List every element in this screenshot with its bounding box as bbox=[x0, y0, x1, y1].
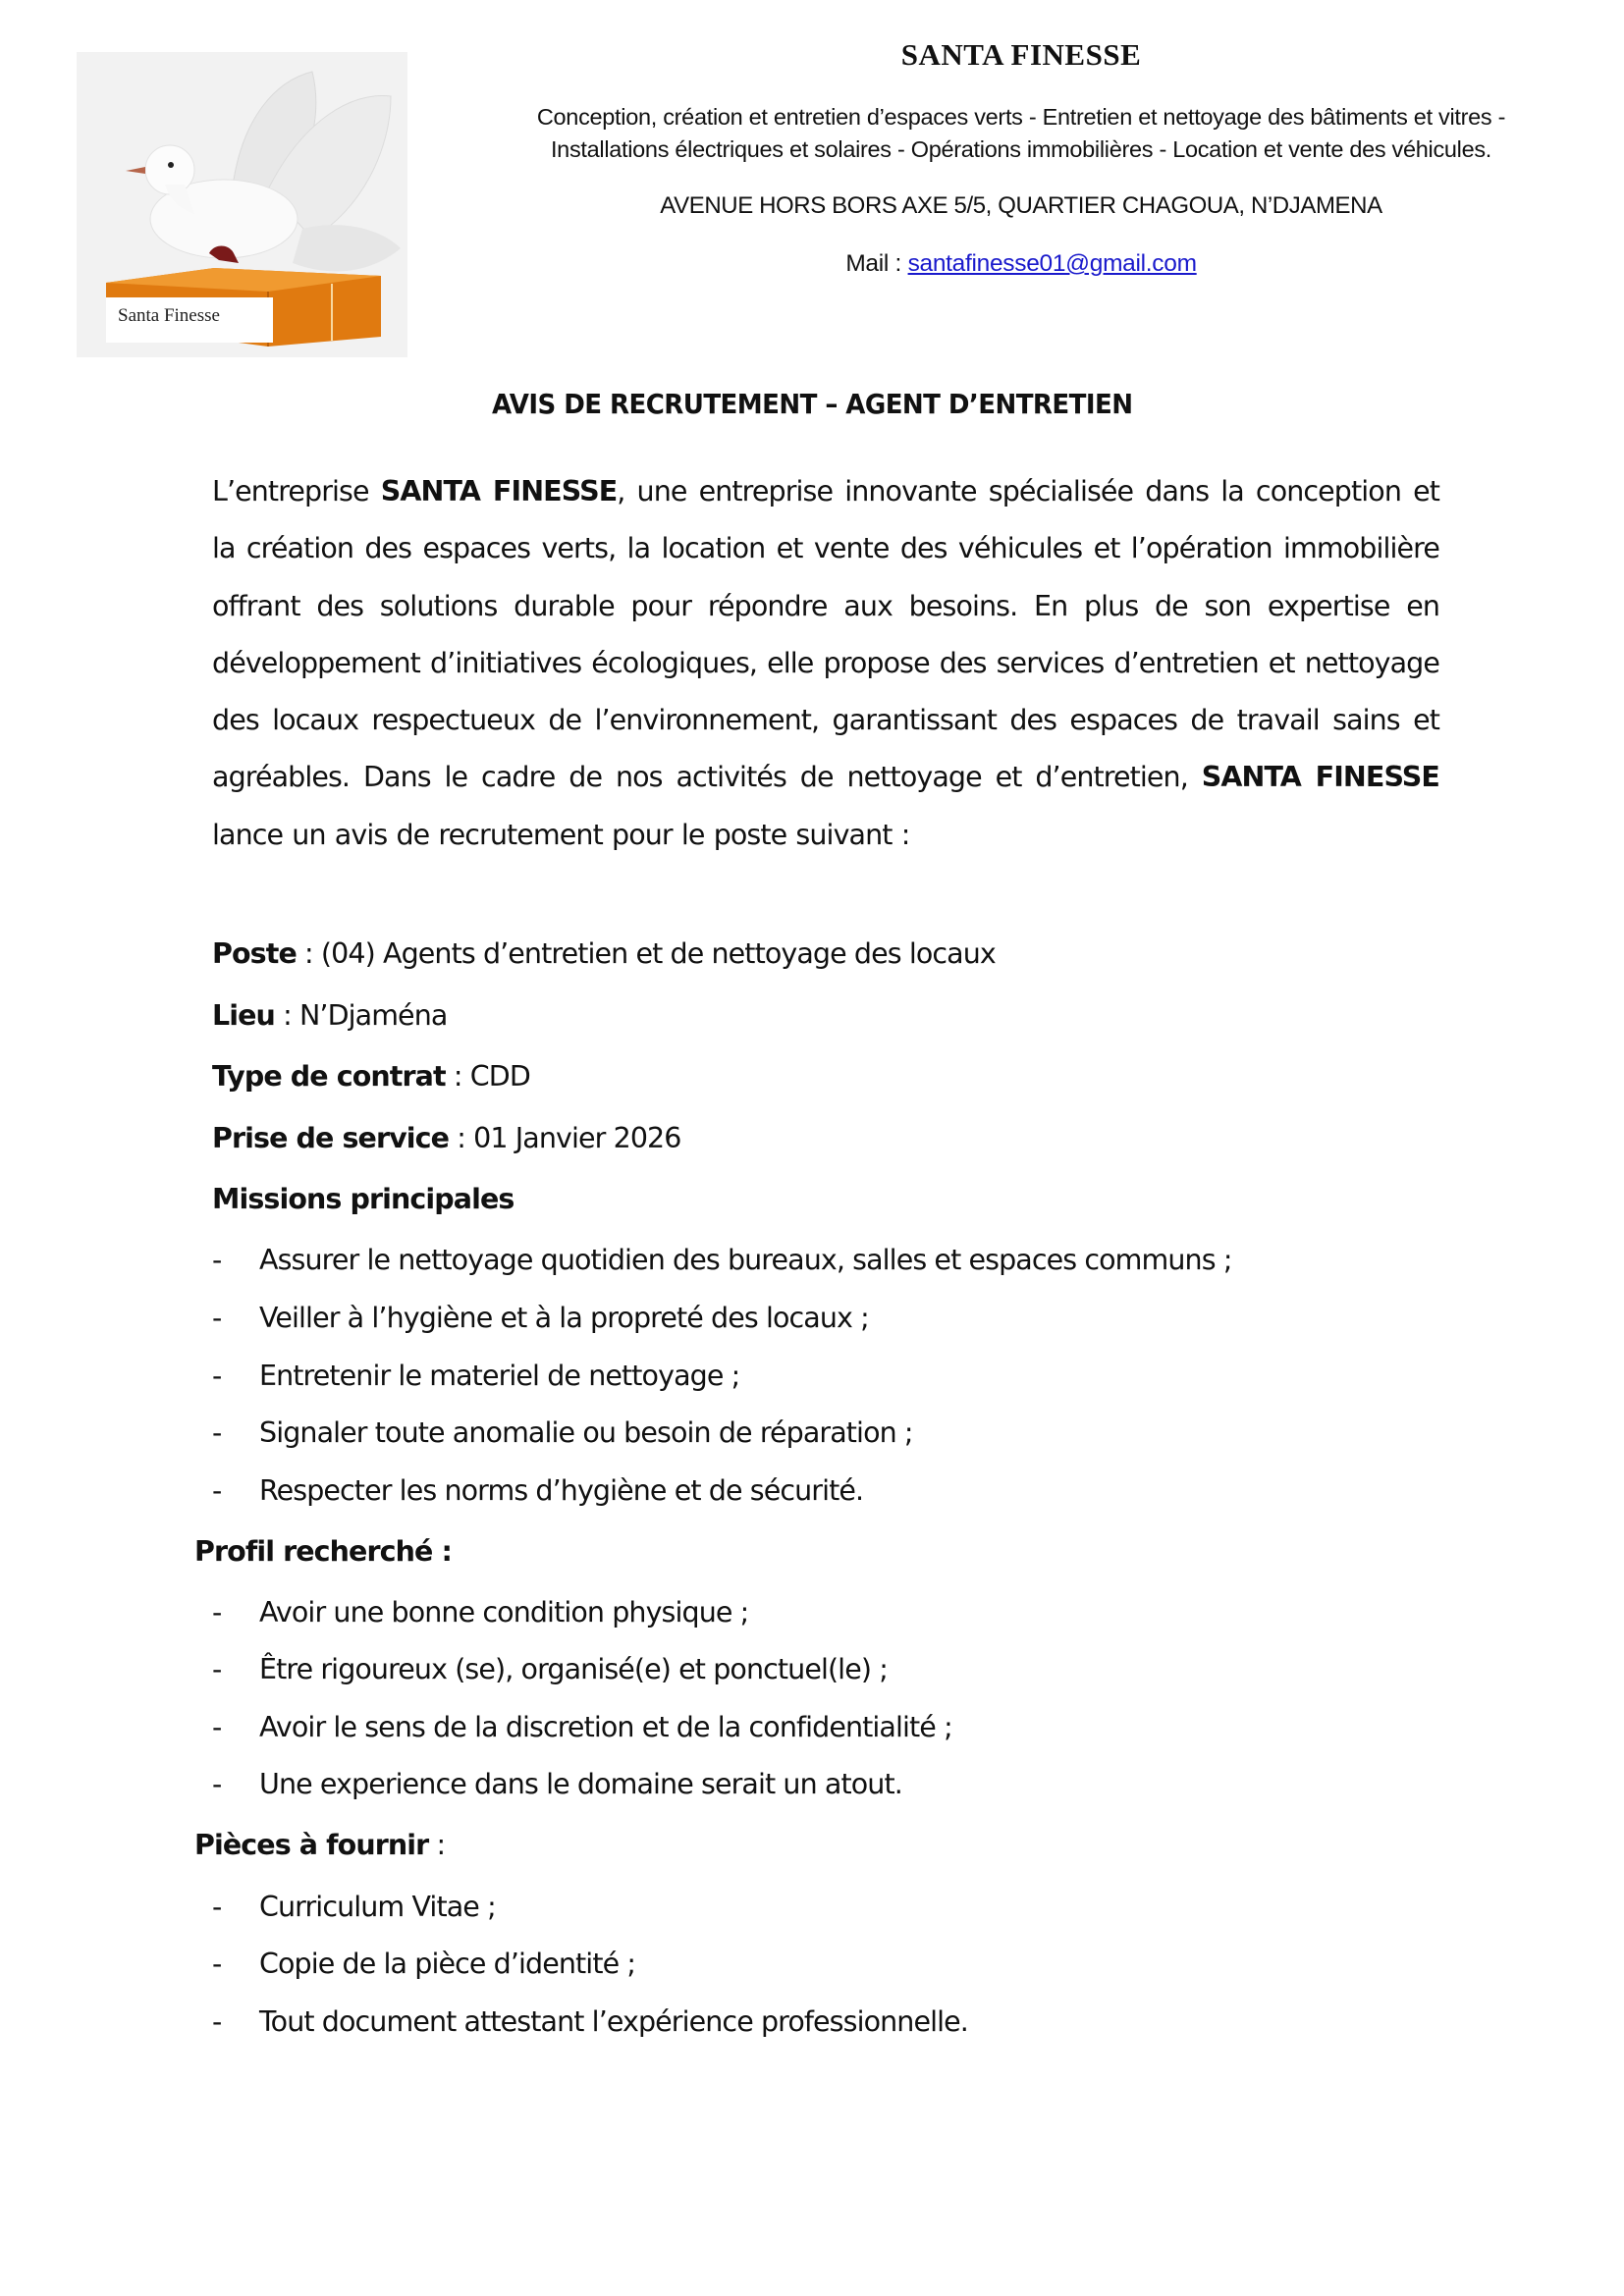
bullet-dash: - bbox=[212, 1360, 222, 1392]
mission-text: Veiller à l’hygiène et à la propreté des locaux ; bbox=[259, 1302, 869, 1334]
mission-text: Assurer le nettoyage quotidien des bureaux, salles et espaces communs ; bbox=[259, 1244, 1232, 1276]
profile-text: Avoir une bonne condition physique ; bbox=[259, 1596, 749, 1629]
bullet-dash: - bbox=[212, 1711, 222, 1743]
field-lieu bbox=[212, 999, 447, 1032]
field-value: CDD bbox=[469, 1060, 530, 1093]
profile-text: Avoir le sens de la discretion et de la confidentialité ; bbox=[259, 1711, 952, 1743]
company-name: SANTA FINESSE bbox=[900, 37, 1142, 72]
field-label: Lieu bbox=[212, 999, 275, 1032]
documents-heading-label: Pièces à fournir bbox=[194, 1829, 429, 1861]
company-logo bbox=[77, 52, 407, 357]
mail-label: Mail : bbox=[845, 250, 908, 277]
documents-heading bbox=[194, 1829, 445, 1861]
company-mail bbox=[422, 250, 1620, 278]
bullet-dash: - bbox=[212, 1948, 222, 1980]
bullet-dash: - bbox=[212, 1416, 222, 1449]
document-text: Curriculum Vitae ; bbox=[259, 1891, 496, 1923]
bullet-dash: - bbox=[212, 1474, 222, 1507]
bullet-dash: - bbox=[212, 1596, 222, 1629]
profile-text: Être rigoureux (se), organisé(e) et ponctuel(le) ; bbox=[259, 1653, 888, 1685]
bullet-dash: - bbox=[212, 1653, 222, 1685]
intro-paragraph bbox=[212, 463, 1439, 864]
company-name-bold: SANTA FINESSE bbox=[380, 475, 618, 507]
missions-heading: Missions principales bbox=[212, 1183, 514, 1215]
field-value: (04) Agents d’entretien et de nettoyage des locaux bbox=[320, 937, 996, 970]
documents-heading-colon: : bbox=[428, 1829, 446, 1861]
field-label: Prise de service bbox=[212, 1122, 450, 1154]
field-separator: : bbox=[296, 937, 321, 970]
bullet-dash: - bbox=[212, 1768, 222, 1800]
field-separator: : bbox=[274, 999, 299, 1032]
mission-text: Entretenir le materiel de nettoyage ; bbox=[259, 1360, 740, 1392]
field-type-contrat bbox=[212, 1060, 530, 1093]
company-services bbox=[422, 101, 1620, 166]
company-address: AVENUE HORS BORS AXE 5/5, QUARTIER CHAGOUA, N’DJAMENA bbox=[660, 192, 1382, 219]
services-line-2: Installations électriques et solaires - Opérations immobilières - Location et vente des véhicules. bbox=[550, 136, 1492, 162]
document-text: Copie de la pièce d’identité ; bbox=[259, 1948, 636, 1980]
field-value: N’Djaména bbox=[298, 999, 448, 1032]
logo-label: Santa Finesse bbox=[118, 305, 220, 326]
field-label: Type de contrat bbox=[212, 1060, 446, 1093]
field-label: Poste bbox=[212, 937, 297, 970]
document-title: AVIS DE RECRUTEMENT – AGENT D’ENTRETIEN bbox=[491, 388, 1133, 420]
services-line-1: Conception, création et entretien d’espaces verts - Entretien et nettoyage des bâtiments et vitres - bbox=[536, 104, 1506, 130]
company-name-bold: SANTA FINESSE bbox=[1201, 761, 1439, 794]
field-poste bbox=[212, 937, 996, 970]
mail-link[interactable]: santafinesse01@gmail.com bbox=[907, 250, 1197, 277]
field-prise-service bbox=[212, 1122, 681, 1154]
mission-text: Respecter les norms d’hygiène et de sécurité. bbox=[259, 1474, 864, 1507]
intro-text: L’entreprise bbox=[212, 475, 381, 507]
bullet-dash: - bbox=[212, 1244, 222, 1276]
bullet-dash: - bbox=[212, 1302, 222, 1334]
intro-text: , une entreprise innovante spécialisée dans la conception et la création des espaces verts, la location et vente des véhicules et l’opération immobilière offrant des solutions durable pour répondre aux besoins. En plus de son expertise en développement d’initiatives écologiques, elle propose des services d’entretien et nettoyage des locaux respectueux de l’environnement, garantissant des espaces de travail sains et agréables. Dans le cadre de nos activités de nettoyage et d’entretien, bbox=[212, 475, 1439, 794]
profile-text: Une experience dans le domaine serait un atout. bbox=[259, 1768, 902, 1800]
field-separator: : bbox=[449, 1122, 474, 1154]
field-separator: : bbox=[445, 1060, 470, 1093]
bullet-dash: - bbox=[212, 2005, 222, 2038]
document-text: Tout document attestant l’expérience professionnelle. bbox=[259, 2005, 968, 2038]
bullet-dash: - bbox=[212, 1891, 222, 1923]
field-value: 01 Janvier 2026 bbox=[473, 1122, 681, 1154]
profile-heading: Profil recherché : bbox=[194, 1535, 452, 1568]
intro-text: lance un avis de recrutement pour le poste suivant : bbox=[212, 818, 910, 851]
mission-text: Signaler toute anomalie ou besoin de réparation ; bbox=[259, 1416, 913, 1449]
